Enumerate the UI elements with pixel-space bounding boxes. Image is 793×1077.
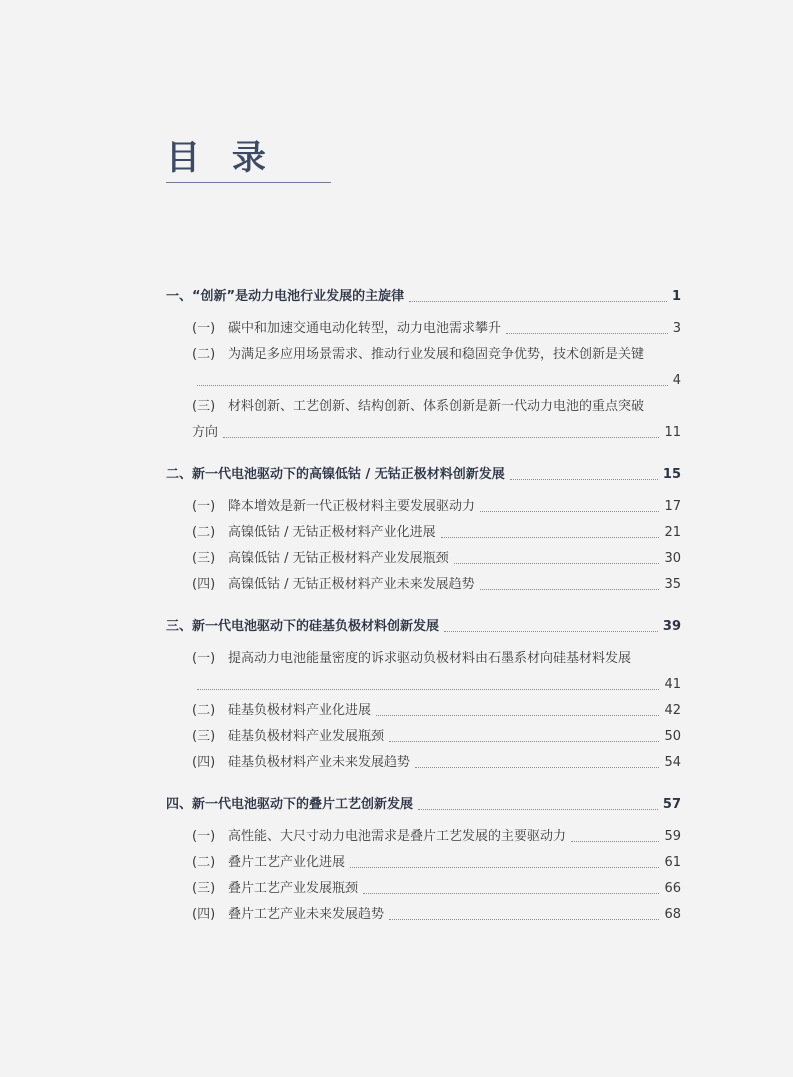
- toc-entry-label: 为满足多应用场景需求、推动行业发展和稳固竞争优势，技术创新是关键: [228, 347, 645, 362]
- toc-entry-label: 叠片工艺产业未来发展趋势: [228, 907, 385, 922]
- toc-entry-label: 高镍低钴 / 无钴正极材料产业化进展: [228, 525, 436, 540]
- toc-section-3[interactable]: [166, 614, 681, 640]
- toc-page-number: 57: [662, 797, 681, 812]
- dot-leader: [418, 809, 658, 810]
- toc-section-4[interactable]: [166, 792, 681, 818]
- toc-entry-label-cont: 方向: [192, 425, 219, 440]
- toc-page-number: 50: [664, 729, 681, 744]
- toc-entry-label: 碳中和加速交通电动化转型，动力电池需求攀升: [228, 321, 502, 336]
- dot-leader: [454, 563, 660, 564]
- toc-entry-label: 材料创新、工艺创新、结构创新、体系创新是新一代动力电池的重点突破: [228, 399, 645, 414]
- toc-entry-label: 高镍低钴 / 无钴正极材料产业未来发展趋势: [228, 577, 475, 592]
- toc-entry-number: (四): [192, 907, 216, 922]
- dot-leader: [376, 715, 659, 716]
- toc-entry[interactable]: [166, 520, 681, 546]
- dot-leader: [415, 767, 659, 768]
- toc-entry-number: (二): [192, 347, 216, 362]
- toc-page-number: 21: [664, 525, 681, 540]
- toc-entry[interactable]: [166, 750, 681, 776]
- toc-entry-label: 硅基负极材料产业未来发展趋势: [228, 755, 411, 770]
- toc-entry-number: (一): [192, 829, 216, 844]
- toc-section-2[interactable]: [166, 462, 681, 488]
- toc-entry-label: 降本增效是新一代正极材料主要发展驱动力: [228, 499, 476, 514]
- dot-leader: [510, 479, 658, 480]
- toc-entry-label: 叠片工艺产业发展瓶颈: [228, 881, 359, 896]
- toc-page-number: 68: [664, 907, 681, 922]
- toc-page-number: 59: [664, 829, 681, 844]
- dot-leader: [506, 333, 668, 334]
- toc-entry[interactable]: [166, 546, 681, 572]
- dot-leader: [480, 511, 659, 512]
- toc-page-number: 54: [664, 755, 681, 770]
- title-underline: [166, 182, 331, 183]
- toc-entry-number: (四): [192, 577, 216, 592]
- toc-entry-number: (三): [192, 881, 216, 896]
- dot-leader: [409, 301, 667, 302]
- toc-entry-number: (二): [192, 855, 216, 870]
- toc-page-number: 30: [664, 551, 681, 566]
- toc-page-number: 4: [672, 373, 681, 388]
- toc-entry-continuation[interactable]: [166, 368, 681, 394]
- toc-entry[interactable]: [166, 572, 681, 598]
- dot-leader: [197, 689, 659, 690]
- dot-leader: [441, 537, 660, 538]
- dot-leader: [223, 437, 659, 438]
- toc-section-label: 二、新一代电池驱动下的高镍低钴 / 无钴正极材料创新发展: [166, 467, 505, 482]
- toc-page-number: 61: [664, 855, 681, 870]
- table-of-contents: [166, 284, 681, 928]
- toc-entry[interactable]: [166, 902, 681, 928]
- toc-entry[interactable]: [166, 698, 681, 724]
- toc-entry-number: (一): [192, 651, 216, 666]
- toc-entry-number: (三): [192, 729, 216, 744]
- dot-leader: [571, 841, 659, 842]
- dot-leader: [389, 919, 659, 920]
- toc-entry[interactable]: [166, 494, 681, 520]
- toc-entry-number: (二): [192, 703, 216, 718]
- toc-page-number: 35: [664, 577, 681, 592]
- toc-entry[interactable]: [166, 876, 681, 902]
- toc-entry[interactable]: [166, 646, 681, 672]
- toc-section-label: 四、新一代电池驱动下的叠片工艺创新发展: [166, 797, 414, 812]
- toc-page-number: 1: [671, 289, 681, 304]
- toc-entry-label: 高性能、大尺寸动力电池需求是叠片工艺发展的主要驱动力: [228, 829, 567, 844]
- toc-entry-label: 提高动力电池能量密度的诉求驱动负极材料由石墨系材向硅基材料发展: [228, 651, 632, 666]
- toc-entry[interactable]: [166, 394, 681, 420]
- toc-entry[interactable]: [166, 824, 681, 850]
- toc-section-1[interactable]: [166, 284, 681, 310]
- toc-page-number: 11: [664, 425, 681, 440]
- toc-entry-label: 硅基负极材料产业化进展: [228, 703, 372, 718]
- toc-section-label: 一、“创新”是动力电池行业发展的主旋律: [166, 289, 405, 304]
- toc-entry-number: (四): [192, 755, 216, 770]
- toc-page-number: 15: [662, 467, 681, 482]
- toc-entry[interactable]: [166, 316, 681, 342]
- toc-entry-continuation[interactable]: [166, 420, 681, 446]
- toc-section-label: 三、新一代电池驱动下的硅基负极材料创新发展: [166, 619, 440, 634]
- toc-entry[interactable]: [166, 850, 681, 876]
- dot-leader: [444, 631, 658, 632]
- toc-page-number: 41: [664, 677, 681, 692]
- toc-page-number: 66: [664, 881, 681, 896]
- toc-entry-number: (一): [192, 321, 216, 336]
- dot-leader: [363, 893, 659, 894]
- toc-entry-number: (二): [192, 525, 216, 540]
- dot-leader: [350, 867, 659, 868]
- dot-leader: [197, 385, 668, 386]
- toc-page-number: 17: [664, 499, 681, 514]
- toc-page-number: 3: [672, 321, 681, 336]
- toc-page-number: 42: [664, 703, 681, 718]
- toc-entry-number: (三): [192, 399, 216, 414]
- toc-entry-label: 叠片工艺产业化进展: [228, 855, 346, 870]
- toc-entry-continuation[interactable]: [166, 672, 681, 698]
- dot-leader: [480, 589, 660, 590]
- dot-leader: [389, 741, 659, 742]
- toc-page-number: 39: [662, 619, 681, 634]
- toc-entry[interactable]: [166, 342, 681, 368]
- toc-entry-label: 高镍低钴 / 无钴正极材料产业发展瓶颈: [228, 551, 449, 566]
- toc-entry-label: 硅基负极材料产业发展瓶颈: [228, 729, 385, 744]
- toc-entry-number: (一): [192, 499, 216, 514]
- toc-entry[interactable]: [166, 724, 681, 750]
- page-title: 目 录: [166, 138, 276, 178]
- toc-entry-number: (三): [192, 551, 216, 566]
